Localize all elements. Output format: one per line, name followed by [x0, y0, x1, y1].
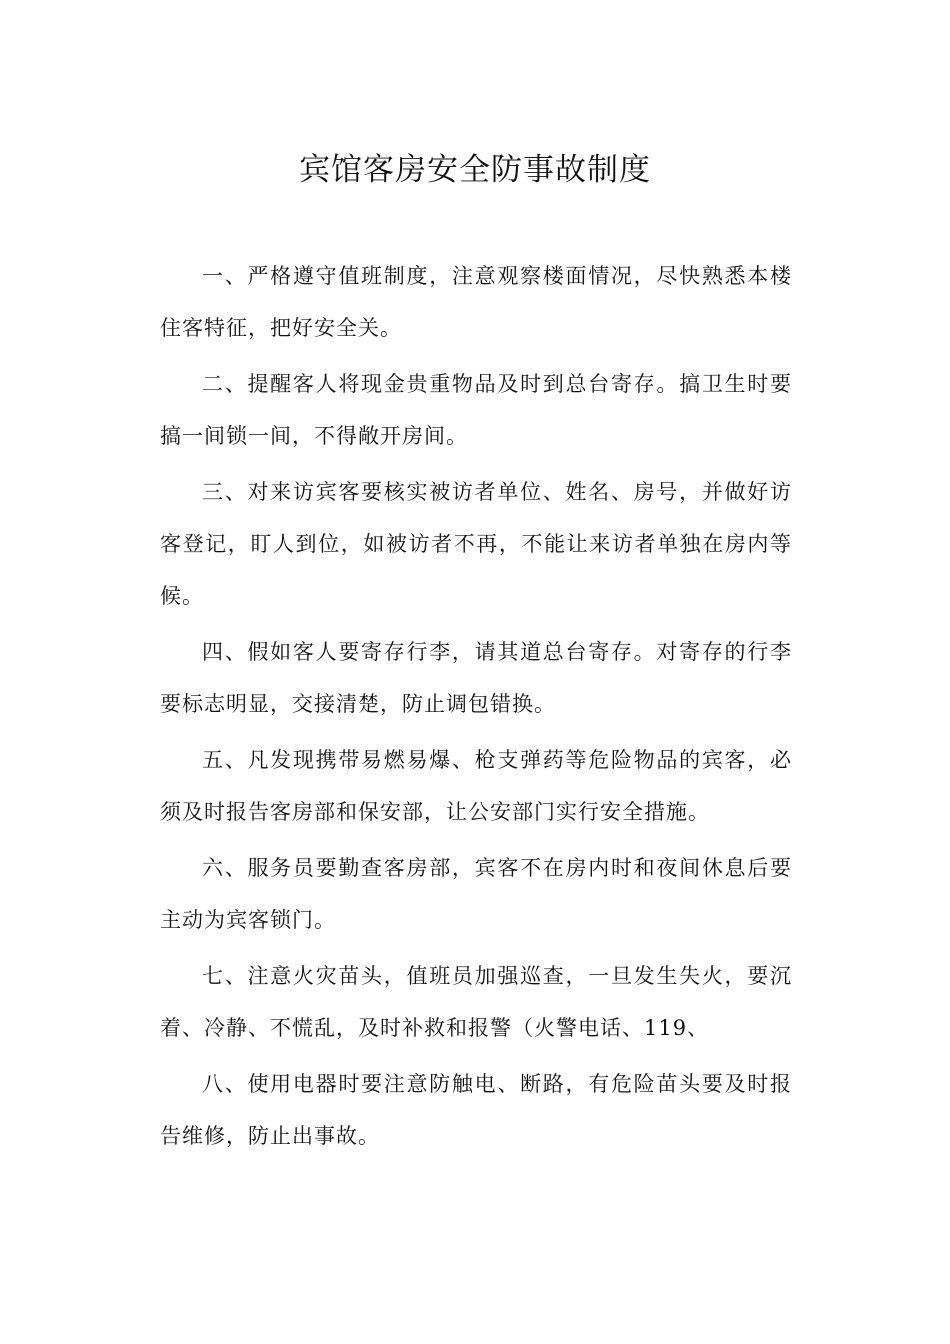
paragraph-3: 三、对来访宾客要核实被访者单位、姓名、房号，并做好访客登记，盯人到位，如被访者不再，不能让来访者单独在房内等候。 [160, 480, 792, 608]
paragraph-8: 八、使用电器时要注意防触电、断路，有危险苗头要及时报告维修，防止出事故。 [160, 1072, 792, 1148]
paragraph-5: 五、凡发现携带易燃易爆、枪支弹药等危险物品的宾客，必须及时报告客房部和保安部，让公安部门实行安全措施。 [160, 748, 792, 824]
document-body [160, 250, 792, 1166]
paragraph-4: 四、假如客人要寄存行李，请其道总台寄存。对寄存的行李要标志明显，交接清楚，防止调包错换。 [160, 640, 792, 716]
paragraph-1: 一、严格遵守值班制度，注意观察楼面情况，尽快熟悉本楼住客特征，把好安全关。 [160, 264, 792, 340]
paragraph-6: 六、服务员要勤查客房部，宾客不在房内时和夜间休息后要主动为宾客锁门。 [160, 856, 792, 932]
paragraph-7: 七、注意火灾苗头，值班员加强巡查，一旦发生失火，要沉着、冷静、不慌乱，及时补救和报警（火警电话、119、 [160, 964, 792, 1040]
paragraph-2: 二、提醒客人将现金贵重物品及时到总台寄存。搞卫生时要搞一间锁一间，不得敞开房间。 [160, 372, 792, 448]
document-title: 宾馆客房安全防事故制度 [299, 152, 651, 188]
